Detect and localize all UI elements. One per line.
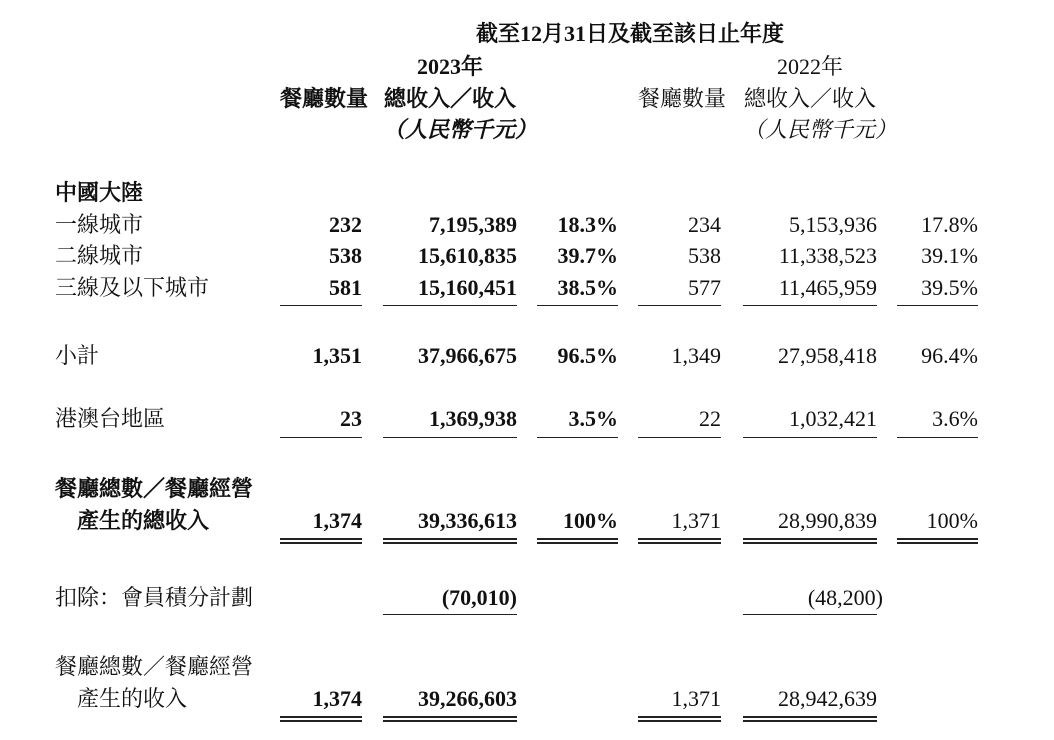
rule — [897, 305, 978, 306]
revenue-2023: 15,610,835 — [418, 243, 517, 268]
count-2023: 23 — [340, 406, 362, 431]
percent-2022: 39.1% — [921, 243, 978, 268]
rule — [537, 305, 618, 306]
revenue-2022: 11,465,959 — [778, 275, 877, 300]
percent-2023: 38.5% — [557, 275, 618, 300]
unit-2022-header: （人民幣千元） — [743, 117, 898, 142]
row-label: 三線及以下城市 — [55, 275, 210, 300]
row-label: 港澳台地區 — [55, 406, 166, 431]
count-2023: 538 — [329, 243, 362, 268]
rule — [280, 305, 362, 306]
percent-2022: 100% — [926, 508, 978, 533]
count-2023: 1,374 — [312, 686, 362, 711]
double-rule — [537, 538, 618, 544]
count-2022: 538 — [688, 243, 721, 268]
row-label: 一線城市 — [55, 212, 144, 237]
count-2023: 1,351 — [312, 343, 362, 368]
count-2022: 1,349 — [671, 343, 721, 368]
rule — [280, 437, 362, 438]
revenue-2023: (70,010) — [441, 585, 517, 610]
revenue-2022: 5,153,936 — [789, 212, 877, 237]
rule — [743, 614, 877, 615]
row-label-cont: 產生的總收入 — [77, 508, 210, 533]
count-2023: 232 — [329, 212, 362, 237]
rule — [383, 437, 517, 438]
revenue-2022: 28,990,839 — [778, 508, 877, 533]
percent-2023: 96.5% — [557, 343, 618, 368]
rule — [638, 437, 721, 438]
double-rule — [280, 538, 362, 544]
revenue-2022: (48,200) — [807, 585, 883, 610]
double-rule — [638, 538, 721, 544]
percent-2023: 100% — [563, 508, 618, 533]
mainland-label: 中國大陸 — [55, 180, 144, 205]
count-2023: 581 — [329, 275, 362, 300]
percent-2023: 18.3% — [557, 212, 618, 237]
revenue-2023: 39,266,603 — [418, 686, 517, 711]
revenue-2023: 39,336,613 — [418, 508, 517, 533]
percent-2022: 39.5% — [921, 275, 978, 300]
revenue-2022-header: 總收入／收入 — [743, 86, 876, 111]
count-2022: 1,371 — [671, 508, 721, 533]
double-rule — [383, 716, 517, 722]
revenue-2023: 15,160,451 — [418, 275, 517, 300]
percent-2023: 39.7% — [557, 243, 618, 268]
revenue-2023: 37,966,675 — [418, 343, 517, 368]
count-2022: 1,371 — [671, 686, 721, 711]
count-2023-header: 餐廳數量 — [280, 86, 369, 111]
row-label: 餐廳總數／餐廳經營 — [55, 476, 254, 501]
rule — [383, 305, 517, 306]
row-label: 二線城市 — [55, 243, 144, 268]
double-rule — [280, 716, 362, 722]
period-header: 截至12月31日及截至該日止年度 — [475, 21, 784, 46]
row-label: 小計 — [55, 343, 100, 368]
row-label-cont: 產生的收入 — [77, 686, 188, 711]
double-rule — [743, 716, 877, 722]
count-2022-header: 餐廳數量 — [638, 86, 727, 111]
rule — [897, 437, 978, 438]
year-2023-header: 2023年 — [416, 54, 483, 79]
count-2022: 577 — [688, 275, 721, 300]
rule — [638, 305, 721, 306]
rule — [537, 437, 618, 438]
row-label: 餐廳總數／餐廳經營 — [55, 654, 254, 679]
revenue-2023: 1,369,938 — [429, 406, 517, 431]
year-2022-header: 2022年 — [776, 54, 843, 79]
unit-2023-header: （人民幣千元） — [383, 117, 538, 142]
double-rule — [638, 716, 721, 722]
revenue-2022: 11,338,523 — [778, 243, 877, 268]
count-2023: 1,374 — [312, 508, 362, 533]
revenue-2023: 7,195,389 — [429, 212, 517, 237]
double-rule — [743, 538, 877, 544]
rule — [743, 437, 877, 438]
revenue-2022: 1,032,421 — [789, 406, 877, 431]
revenue-2022: 28,942,639 — [778, 686, 877, 711]
revenue-2023-header: 總收入／收入 — [383, 86, 516, 111]
double-rule — [383, 538, 517, 544]
revenue-2022: 27,958,418 — [778, 343, 877, 368]
percent-2022: 96.4% — [921, 343, 978, 368]
rule — [383, 614, 517, 615]
percent-2022: 17.8% — [921, 212, 978, 237]
count-2022: 22 — [699, 406, 721, 431]
percent-2022: 3.6% — [932, 406, 978, 431]
row-label: 扣除：會員積分計劃 — [55, 585, 254, 610]
percent-2023: 3.5% — [568, 406, 618, 431]
double-rule — [897, 538, 978, 544]
count-2022: 234 — [688, 212, 721, 237]
rule — [743, 305, 877, 306]
